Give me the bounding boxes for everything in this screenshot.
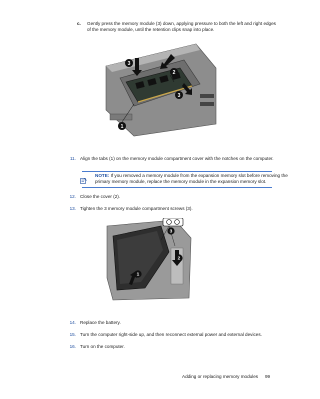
step-c-line2: of the memory module, until the retention clips snap into place. (87, 27, 215, 32)
memory-module-install-figure (104, 38, 218, 138)
step-number: 13. (69, 206, 76, 211)
step-text: Turn on the computer. (80, 344, 125, 349)
note-icon (80, 178, 87, 184)
figure1-callout: 3 (127, 60, 131, 67)
step-c-letter: c. (77, 21, 81, 26)
step-text: Replace the battery. (80, 320, 121, 325)
step-text: Close the cover (2). (80, 194, 121, 199)
note-top-rule (82, 171, 272, 172)
step-text: Tighten the 3 memory module compartment screws (3). (80, 206, 193, 211)
figure2-callout: 2 (177, 256, 181, 262)
step-c-line1: Gently press the memory module (3) down, applying pressure to both the left and right edges (87, 21, 276, 26)
figure1-callout: 1 (120, 123, 124, 130)
note-line1 (95, 173, 288, 179)
step-number: 14. (69, 320, 76, 325)
figure1-callout: 2 (172, 69, 176, 76)
step-number: 12. (69, 194, 76, 199)
step-number: 11. (69, 156, 76, 161)
figure2-callout: 1 (136, 272, 140, 278)
step-text: Align the tabs (1) on the memory module compartment cover with the notches on the computer. (80, 156, 274, 161)
note-bottom-rule (82, 187, 272, 188)
step-number: 15. (69, 332, 76, 337)
step-number: 16. (69, 344, 76, 349)
footer-section-title: Adding or replacing memory modules (182, 374, 259, 379)
compartment-cover-figure (105, 218, 193, 302)
step-text: Turn the computer right-side up, and then reconnect external power and external devices. (80, 332, 262, 337)
note-text-line2: primary memory module, replace the memory module in the expansion memory slot. (95, 179, 267, 184)
figure1-callout: 3 (177, 92, 181, 99)
footer-page-number: 99 (265, 374, 271, 379)
note-text-line1: If you removed a memory module from the expansion memory slot before removing the (110, 173, 288, 178)
figure2-callout: 3 (169, 229, 173, 235)
note-label: NOTE: (95, 173, 110, 178)
